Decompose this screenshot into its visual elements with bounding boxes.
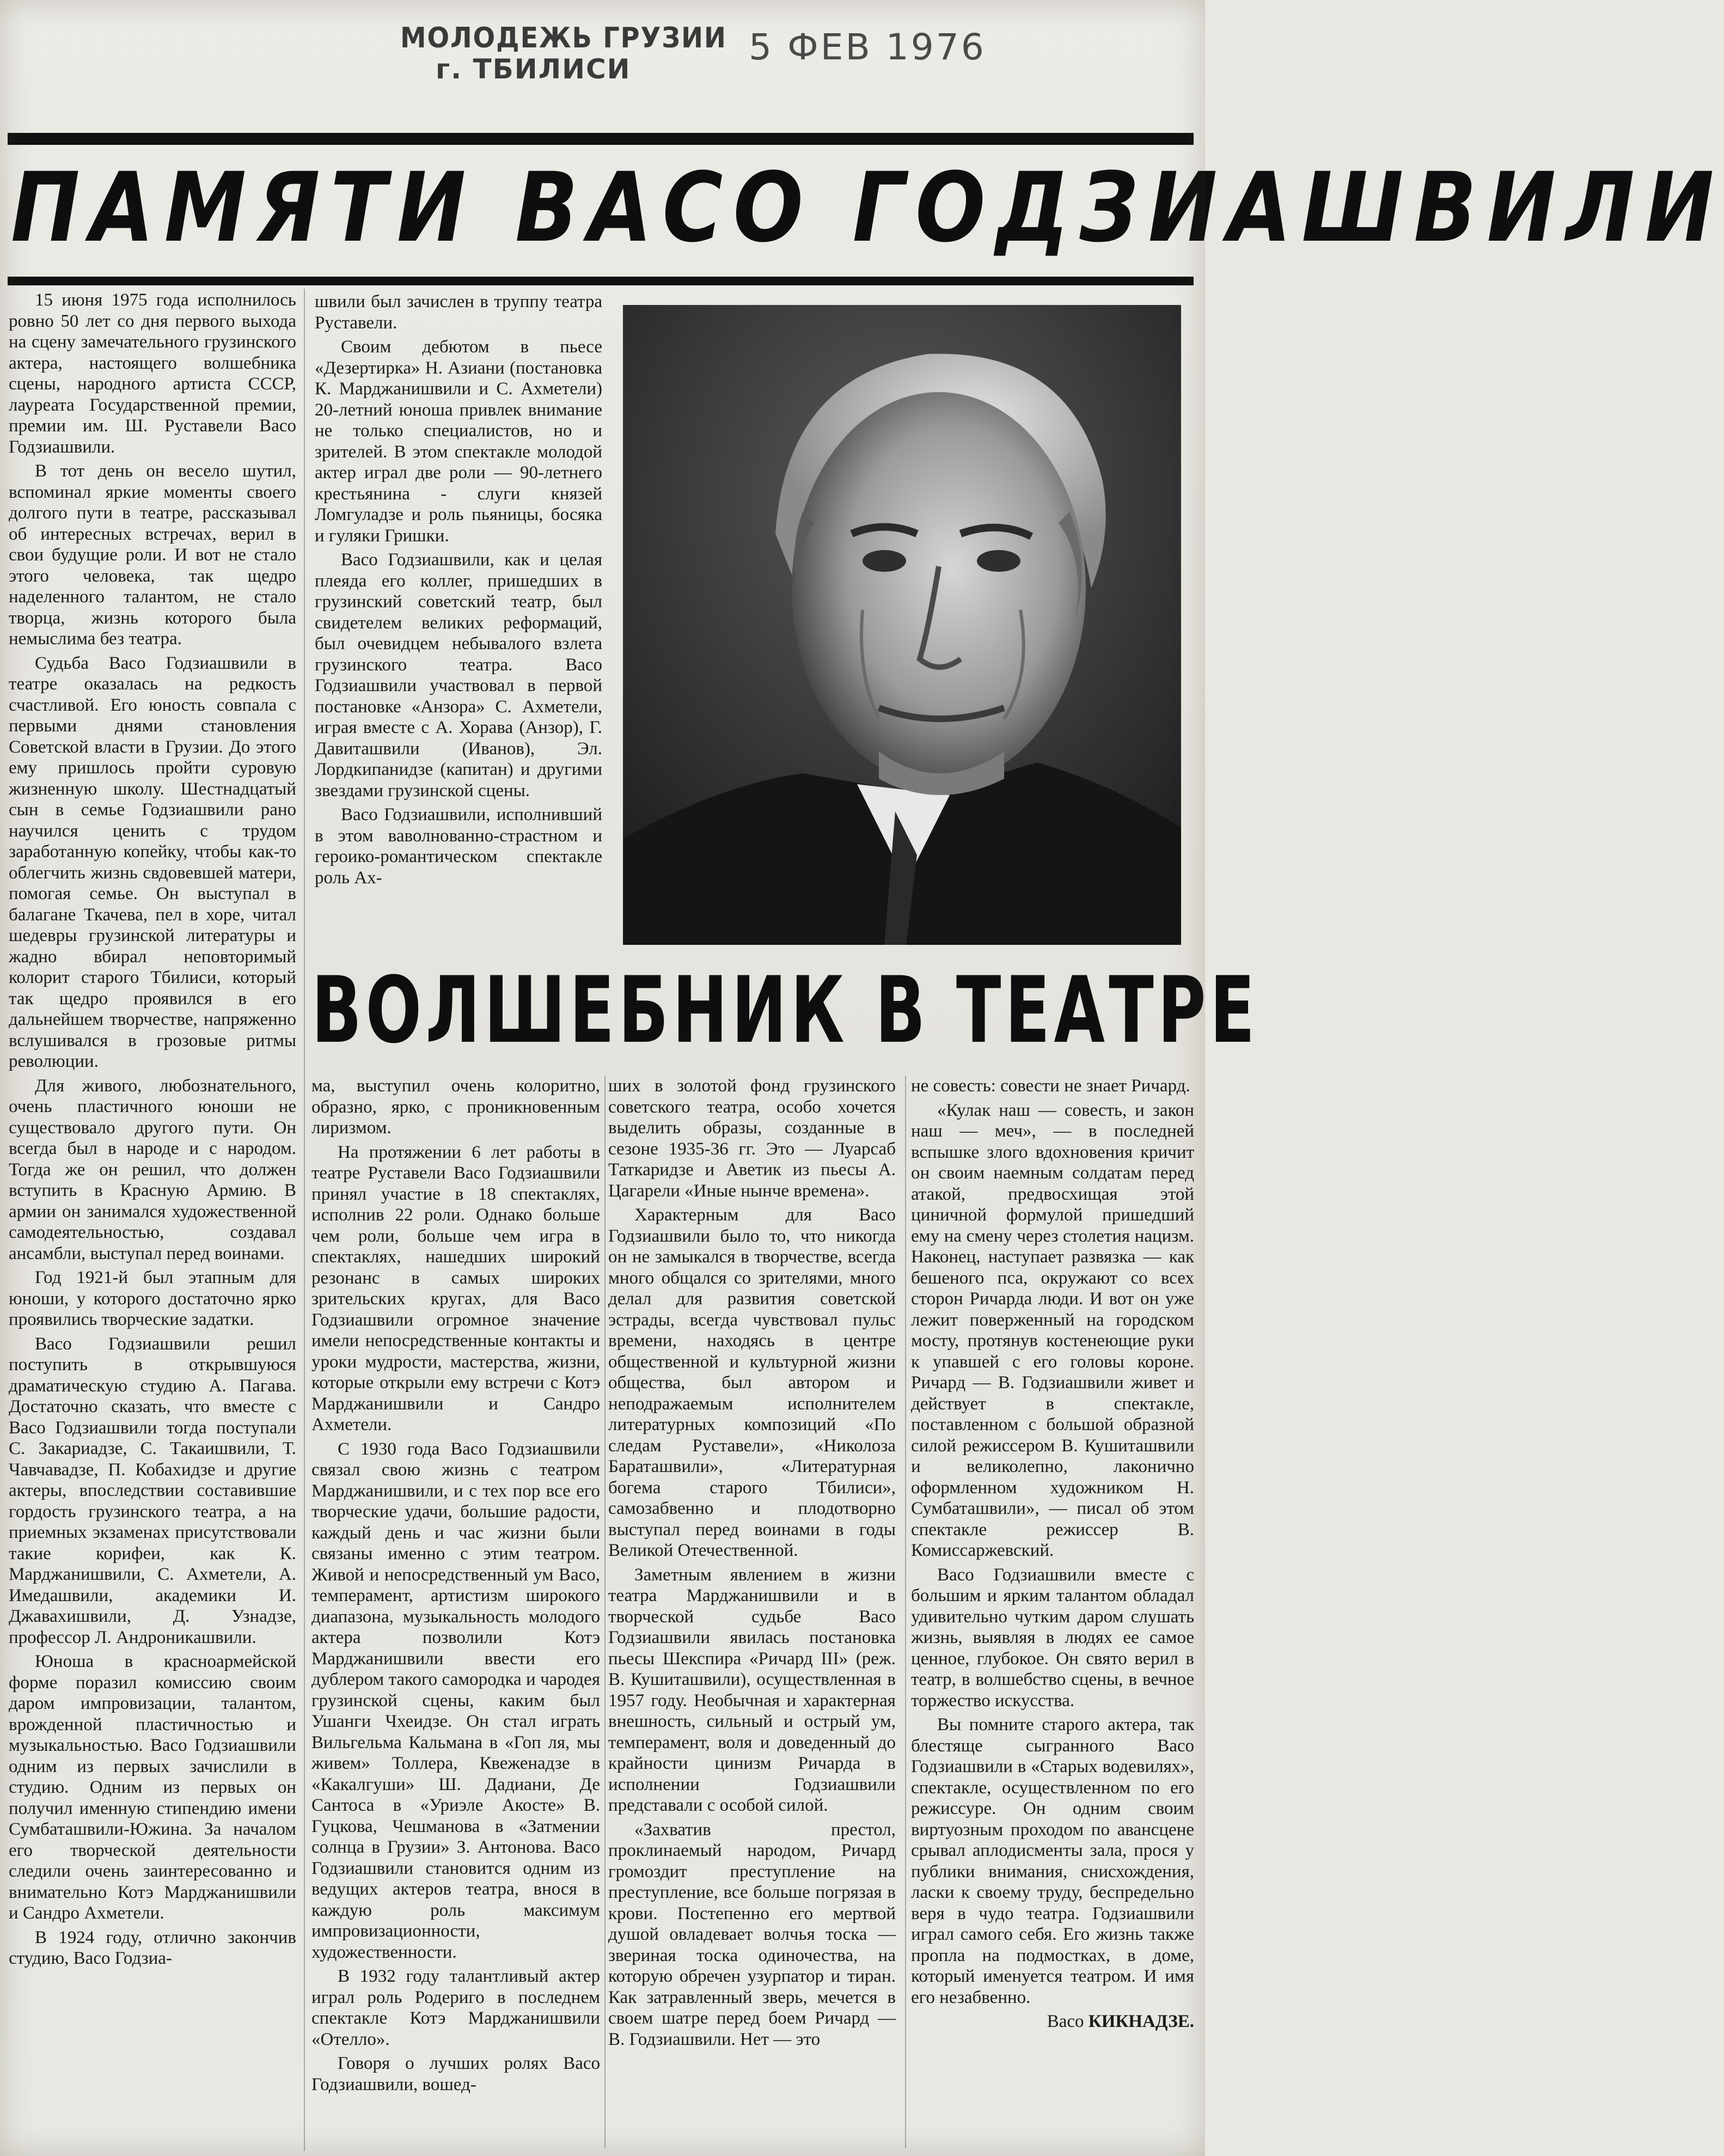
paragraph: Юноша в красноармейской форме поразил комиссию своим даром импровизации, талантом, врожденной пластичностью и музыкальностью. Васо Годзиашвили одним из первых зачислили в студию. Одним из первых он получил именную стипендию имени Сумбаташвили-Южина. За началом его творческой деятельности следили очень заинтересованно и внимательно Котэ Марджанишвили и Сандро Ахметели. [9,1652,296,1923]
author-last-name: КИКНАДЗЕ. [1088,2012,1194,2031]
paragraph: ма, выступил очень колоритно, образно, ярко, с проникновенным лиризмом. [311,1076,600,1138]
paragraph: Васо Годзиашвили, как и целая плеяда его коллег, пришедших в грузинский советский театр, был свидетелем великих реформаций, был очевидцем небывалого взлета грузинского театра. Васо Годзиашвили участвовал в первой постановке «Анзора» С. Ахметели, играя вместе с А. Хорава (Анзор), Г. Давиташвили (Иванов), Эл. Лордкипанидзе (капитан) и другими звездами грузинской сцены. [315,550,602,801]
paragraph: В 1932 году талантливый актер играл роль Родериго в последнем спектакле Котэ Марджанишвили «Отелло». [311,1966,600,2049]
paragraph: «Захватив престол, проклинаемый народом, Ричард громоздит преступление на преступление, все больше погрязая в крови. Постепенно его мертвой душой овладевает волчья тоска — звериная тоска одиночества, на которую обречен узурпатор и тиран. Как затравленный зверь, мечется в своем шатре перед боем Ричард — В. Годзиашвили. Нет — это [608,1819,896,2049]
city-stamp: г. ТБИЛИСИ [436,53,631,85]
column-divider [604,1076,606,2148]
paragraph: С 1930 года Васо Годзиашвили связал свою жизнь с театром Марджанишвили, и с тех пор все его творческие удачи, большие радости, каждый день и час жизни были связаны именно с этим театром. Живой и непосредственный ум Васо, темперамент, артистизм широкого диапазона, музыкальность молодого актера позволили Котэ Марджанишвили ввести его дублером такого самородка и чародея грузинской сцены, каким был Ушанги Чхеидзе. Он стал играть Вильгельма Кальмана в «Гоп ля, мы живем» Толлера, Квеженадзе в «Какалгуши» Ш. Дадиани, Де Сантоса в «Уриэле Акосте» В. Гуцкова, Чешманова в «Затмении солнца в Грузии» З. Антонова. Васо Годзиашвили становится одним из ведущих актеров театра, внося в каждую роль максимум импровизационности, художественности. [311,1439,600,1962]
date-stamp: 5 ФЕВ 1976 [749,26,986,68]
author-signature [911,2011,1194,2032]
paragraph: швили был зачислен в труппу театра Руставели. [315,292,602,333]
paragraph: Васо Годзиашвили решил поступить в открывшуюся драматическую студию А. Пагава. Достаточно сказать, что вместе с Васо Годзиашвили тогда поступали С. Закариадзе, С. Такаишвили, Т. Чавчавадзе, П. Кобахидзе и другие актеры, впоследствии составившие гордость грузинского театра, а на приемных экзаменах присутствовали такие корифеи, как К. Марджанишвили, С. Ахметели, А. Имедашвили, академики И. Джавахишвили, Д. Узнадзе, профессор Л. Андроникашвили. [9,1334,296,1647]
paragraph: Для живого, любознательного, очень пластичного юноши не существовало другого пути. Он всегда был в народе и с народом. Тогда же он решил, что должен вступить в Красную Армию. В армии он занимался художественной самодеятельностью, создавал ансамбли, выступал перед воинами. [9,1076,296,1263]
paragraph: Заметным явлением в жизни театра Марджанишвили и в творческой судьбе Васо Годзиашвили явилась постановка пьесы Шекспира «Ричард III» (реж. В. Кушиташвили), осуществленная в 1957 году. Необычная и характерная внешность, сильный и острый ум, темперамент, воля и доведенный до крайности цинизм Ричарда в исполнении Годзиашвили представали с особой силой. [608,1565,896,1815]
paragraph: В 1924 году, отлично закончив студию, Васо Годзиа- [9,1927,296,1968]
article-column-5 [911,1076,1194,2151]
paragraph: 15 июня 1975 года исполнилось ровно 50 лет со дня первого выхода на сцену замечательного грузинского актера, настоящего волшебника сцены, народного артиста СССР, лауреата Государственной премии, премии им. Ш. Руставели Васо Годзиашвили. [9,290,296,457]
article-column-2 [315,291,602,945]
portrait-photo [623,305,1181,945]
article-column-1 [9,290,296,2152]
paragraph: Своим дебютом в пьесе «Дезертирка» Н. Азиани (постановка К. Марджанишвили и С. Ахметели) 20-летний юноша привлек внимание не только специалистов, но и зрителей. В этом спектакле молодой актер играл две роли — 90-летнего крестьянина - слуги князей Ломгуладзе и роль пьяницы, босяка и гуляки Гришки. [315,337,602,546]
paragraph: В тот день он весело шутил, вспоминал яркие моменты своего долгого пути в театре, рассказывал об интересных встречах, верил в свои будущие роли. И вот не стало этого человека, так щедро наделенного талантом, не стало творца, жизнь которого была немыслима без театра. [9,461,296,649]
headline: ПАМЯТИ ВАСО ГОДЗИАШВИЛИ [11,152,1724,264]
author-first-name: Васо [1047,2012,1084,2031]
paragraph: Говоря о лучших ролях Васо Годзиашвили, вошед- [311,2054,600,2094]
paragraph: Год 1921-й был этапным для юноши, у которого достаточно ярко проявились творческие задатки. [9,1268,296,1329]
subheadline: ВОЛШЕБНИК В ТЕАТРЕ [311,957,1259,1064]
column-divider [905,1076,906,2148]
paragraph: ших в золотой фонд грузинского советского театра, особо хочется выделить образы, созданные в сезоне 1935-36 гг. Это — Луарсаб Таткаридзе и Аветик из пьесы А. Цагарели «Иные нынче времена». [608,1076,896,1201]
article-column-4 [608,1076,896,2151]
article-column-3 [311,1076,600,2151]
paragraph: не совесть: совести не знает Ричард. [911,1076,1190,1096]
top-rule [8,133,1194,145]
paragraph: Васо Годзиашвили вместе с большим и ярким талантом обладал удивительно чутким даром слушать жизнь, выявляя в людях ее самое ценное, глубокое. Он свято верил в театр, в волшебство сцены, в вечное торжество искусства. [911,1565,1194,1711]
paragraph: Васо Годзиашвили, исполнивший в этом ваволнованно-страстном и героико-романтическом спектакле роль Ах- [315,805,602,888]
headline-bottom-rule [8,277,1194,285]
paragraph: Характерным для Васо Годзиашвили было то, что никогда он не замыкался в творчестве, всегда много общался со зрителями, много делал для развития советской эстрады, всегда чувствовал пульс времени, находясь в центре общественной и культурной жизни общества, был автором и неподражаемым исполнителем литературных композиций «По следам Руставели», «Николоза Бараташвили», «Литературная богема старого Тбилиси», самозабвенно и плодотворно выступал перед воинами в годы Великой Отечественной. [608,1205,896,1560]
newspaper-stamp: МОЛОДЕЖЬ ГРУЗИИ [400,22,727,54]
column-divider [304,289,305,2151]
paragraph: Вы помните старого актера, так блестяще сыгранного Васо Годзиашвили в «Старых водевилях», спектакле, осуществленном по его режиссуре. Он одним своим виртуозным проходом по авансцене срывал аплодисменты зала, прося у публики внимания, снисхождения, ласки к своему труду, беспредельно веря в чудо театра. Годзиашвили играл самого себя. Его жизнь также пропла на подмостках, в доме, который именуется театром. И имя его незабвенно. [911,1715,1194,2007]
paragraph: Судьба Васо Годзиашвили в театре оказалась на редкость счастливой. Его юность совпала с первыми днями становления Советской власти в Грузии. До этого ему пришлось пройти суровую жизненную школу. Шестнадцатый сын в семье Годзиашвили рано научился ценить с трудом заработанную копейку, чтобы как-то облегчить жизнь свдовевшей матери, помогая семье. Он выступал в балагане Ткачева, пел в хоре, читал шедевры грузинской литературы и жадно вбирал неповторимый колорит старого Тбилиси, который так щедро проявился в его дальнейшем творчестве, напряженно вслушивался в грозовые ритмы революции. [9,653,296,1071]
paragraph: «Кулак наш — совесть, и закон наш — меч», — в последней вспышке злого вдохновения кричит он своим наемным солдатам перед атакой, предвосхищая этой циничной формулой пришедший ему на смену через столетия нацизм. Наконец, наступает развязка — как бешеного пса, окружают со всех сторон Ричарда люди. И вот он уже лежит поверженный на городском мосту, протянув костенеющие руки к упавшей с его головы короне. Ричард — В. Годзиашвили живет и действует в спектакле, поставленном с большой образной силой режиссером В. Кушиташвили и великолепно, лаконично оформленном художником Н. Сумбаташвили», — писал об этом спектакле режиссер В. Комиссаржевский. [911,1100,1194,1560]
paragraph: На протяжении 6 лет работы в театре Руставели Васо Годзиашвили принял участие в 18 спектаклях, исполнив 22 роли. Однако больше чем роли, больше чем игра в спектаклях, нашедших широкий резонанс в самых широких зрительских кругах, для Васо Годзиашвили огромное значение имели непосредственные контакты и уроки мудрости, мастерства, жизни, которые открыли ему встречи с Котэ Марджанишвили и Сандро Ахметели. [311,1142,600,1434]
